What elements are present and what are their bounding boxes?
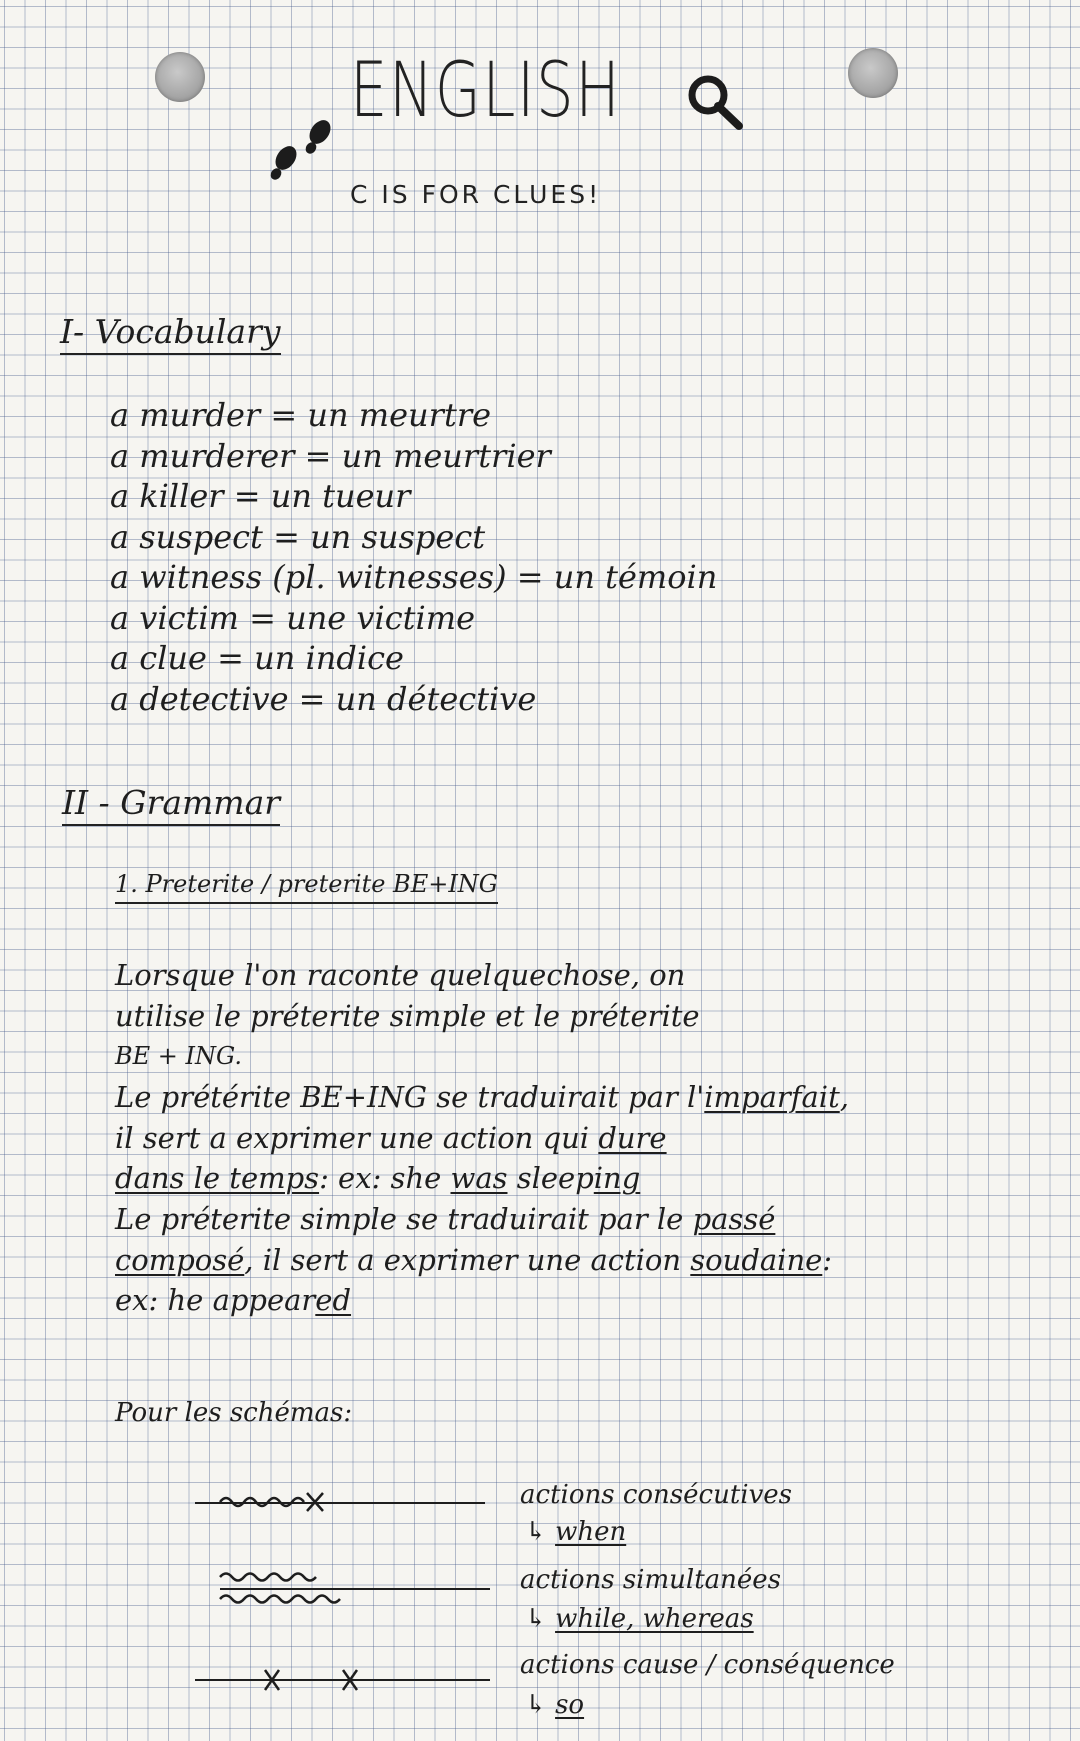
schema-cause-consequence-timeline bbox=[195, 1660, 495, 1700]
arrow-icon: ↳ bbox=[525, 1517, 547, 1547]
simple-explanation bbox=[115, 1199, 1065, 1321]
underlined-word: imparfait bbox=[704, 1080, 840, 1114]
schema-label: actions simultanées bbox=[520, 1565, 782, 1595]
schema-consecutive-timeline bbox=[195, 1478, 495, 1518]
schema-label: actions cause / conséquence bbox=[520, 1650, 895, 1680]
text-segment: Le prétérite BE+ING se traduirait par l' bbox=[115, 1080, 705, 1114]
schema-connector bbox=[525, 1604, 754, 1634]
text-segment: Le préterite simple se traduirait par le bbox=[115, 1202, 693, 1236]
text-line bbox=[115, 1077, 1065, 1118]
connector-word: so bbox=[555, 1690, 585, 1720]
text-line: BE + ING. bbox=[115, 1042, 242, 1070]
be-ing-explanation bbox=[115, 1077, 1065, 1199]
vocab-item: a clue = un indice bbox=[110, 639, 404, 677]
underlined-word: dure bbox=[598, 1120, 667, 1155]
text-segment: , bbox=[839, 1080, 849, 1114]
vocabulary-heading: I- Vocabulary bbox=[60, 312, 281, 355]
subtitle: C IS FOR CLUES! bbox=[350, 180, 602, 209]
underlined-word: dans le temps bbox=[115, 1161, 320, 1195]
vocab-item: a murder = un meurtre bbox=[110, 396, 492, 434]
binder-hole-left bbox=[155, 52, 205, 102]
schema-simultaneous-timeline bbox=[195, 1565, 495, 1615]
underlined-word: ed bbox=[315, 1283, 352, 1317]
underlined-word: composé bbox=[115, 1242, 245, 1277]
schemas-intro: Pour les schémas: bbox=[115, 1398, 353, 1428]
text-segment: il sert a exprimer une action qui bbox=[115, 1120, 599, 1155]
text-line bbox=[115, 1158, 1065, 1199]
vocab-item: a victim = une victime bbox=[110, 598, 476, 637]
text-line bbox=[115, 1118, 1065, 1159]
vocab-item: a murderer = un meurtrier bbox=[110, 436, 551, 475]
arrow-icon: ↳ bbox=[525, 1690, 547, 1720]
grammar-heading: II - Grammar bbox=[62, 783, 280, 826]
underlined-word: was bbox=[450, 1161, 508, 1195]
underlined-word: soudaine bbox=[690, 1242, 823, 1277]
underlined-word: passé bbox=[692, 1202, 776, 1236]
footprints-icon bbox=[268, 110, 348, 185]
text-segment: , il sert a exprimer une action bbox=[244, 1242, 691, 1277]
vocab-item: a witness (pl. witnesses) = un témoin bbox=[110, 558, 718, 596]
schema-connector bbox=[525, 1690, 584, 1720]
grammar-intro bbox=[115, 955, 1065, 1077]
text-line bbox=[115, 1199, 1065, 1240]
magnifier-icon bbox=[683, 70, 745, 132]
connector-word: when bbox=[555, 1517, 627, 1547]
arrow-icon: ↳ bbox=[525, 1604, 547, 1634]
vocab-item: a suspect = un suspect bbox=[110, 517, 486, 556]
underlined-word: ing bbox=[593, 1161, 641, 1195]
text-line: utilise le préterite simple et le préterite bbox=[115, 998, 700, 1033]
schema-connector bbox=[525, 1517, 626, 1547]
text-line bbox=[115, 1240, 1065, 1281]
text-segment: ex: he appear bbox=[115, 1283, 316, 1317]
text-line: Lorsque l'on raconte quelquechose, on bbox=[115, 958, 686, 992]
grammar-section-title: 1. Preterite / preterite BE+ING bbox=[115, 870, 498, 904]
binder-hole-right bbox=[848, 48, 898, 98]
page-title: ENGLISH bbox=[350, 45, 622, 134]
vocab-item: a killer = un tueur bbox=[110, 477, 411, 515]
vocab-item: a detective = un détective bbox=[110, 679, 537, 718]
schema-label: actions consécutives bbox=[520, 1480, 793, 1510]
text-segment: : ex: she bbox=[319, 1161, 451, 1195]
connector-word: while, whereas bbox=[555, 1604, 754, 1634]
vocabulary-list bbox=[110, 395, 717, 719]
text-segment: : bbox=[822, 1242, 833, 1277]
text-line bbox=[115, 1280, 1065, 1321]
text-segment: sleep bbox=[507, 1161, 594, 1195]
